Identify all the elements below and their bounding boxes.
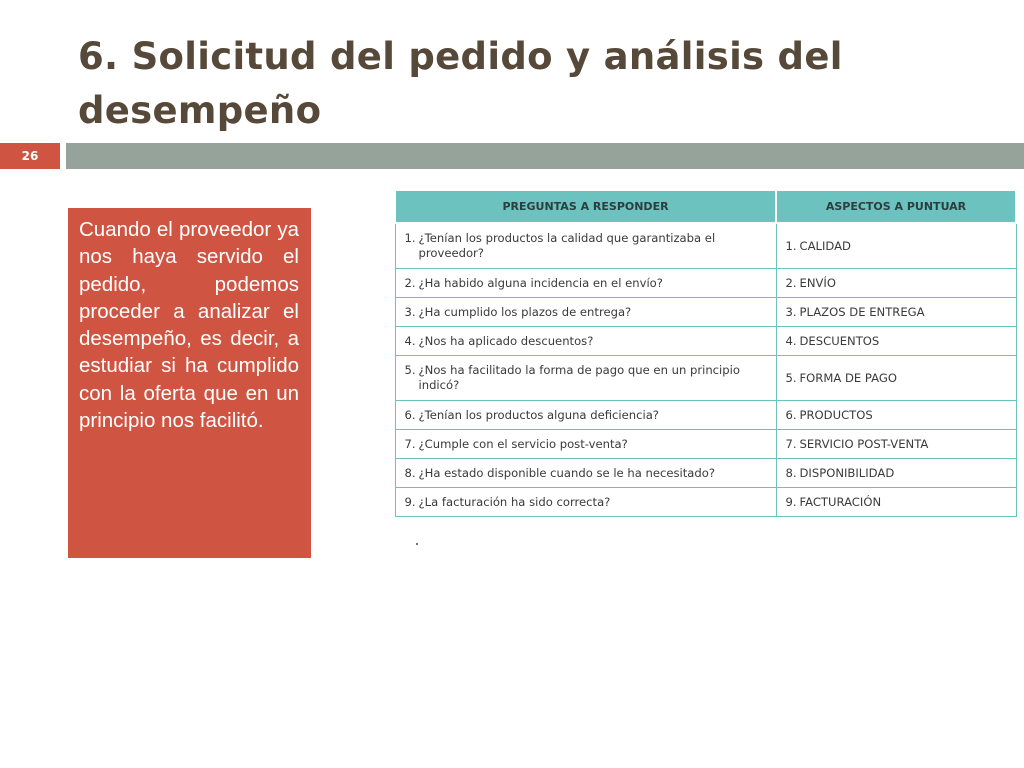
aspect-number: 2. xyxy=(785,275,797,290)
question-cell xyxy=(395,327,776,356)
question-cell xyxy=(395,269,776,298)
question-text: ¿Cumple con el servicio post-venta? xyxy=(418,436,628,451)
slide-title: 6. Solicitud del pedido y análisis del desempeño xyxy=(78,35,843,132)
question-cell xyxy=(395,488,776,517)
aspect-text: DESCUENTOS xyxy=(799,333,880,348)
aspect-text: ENVÍO xyxy=(799,275,836,290)
aspect-cell xyxy=(776,459,1016,488)
aspect-cell xyxy=(776,327,1016,356)
callout-text: Cuando el proveedor ya nos haya servido el pedido, podemos proceder a analizar el desempeño, es decir, a estudiar si ha cumplido con la oferta que en un principio nos facilitó. xyxy=(79,218,299,433)
aspect-text: DISPONIBILIDAD xyxy=(799,465,895,480)
callout-box xyxy=(68,208,311,558)
question-cell xyxy=(395,401,776,430)
aspect-number: 5. xyxy=(785,370,797,385)
question-text: ¿Tenían los productos alguna deficiencia? xyxy=(418,407,659,422)
aspect-number: 7. xyxy=(785,436,797,451)
question-number: 7. xyxy=(404,436,416,451)
table-row xyxy=(395,298,1016,327)
question-number: 4. xyxy=(404,333,416,348)
question-number: 5. xyxy=(404,363,416,377)
table-row xyxy=(395,223,1016,269)
aspect-text: PRODUCTOS xyxy=(799,407,873,422)
aspect-cell xyxy=(776,269,1016,298)
table-row xyxy=(395,430,1016,459)
aspect-cell xyxy=(776,223,1016,269)
aspect-cell xyxy=(776,356,1016,401)
question-text: ¿Nos ha aplicado descuentos? xyxy=(418,333,594,348)
table-row xyxy=(395,459,1016,488)
question-text: ¿Tenían los productos la calidad que garantizaba el proveedor? xyxy=(418,231,716,260)
table-row xyxy=(395,327,1016,356)
question-text: ¿La facturación ha sido correcta? xyxy=(418,494,611,509)
question-cell xyxy=(395,223,776,269)
aspect-cell xyxy=(776,298,1016,327)
table-row xyxy=(395,488,1016,517)
question-text: ¿Ha cumplido los plazos de entrega? xyxy=(418,304,632,319)
aspect-cell xyxy=(776,401,1016,430)
aspect-number: 6. xyxy=(785,407,797,422)
stray-dot xyxy=(416,543,418,545)
question-number: 1. xyxy=(404,231,416,245)
aspect-number: 4. xyxy=(785,333,797,348)
question-cell xyxy=(395,430,776,459)
aspect-number: 8. xyxy=(785,465,797,480)
header-aspects: ASPECTOS A PUNTUAR xyxy=(776,190,1016,223)
question-text: ¿Ha estado disponible cuando se le ha necesitado? xyxy=(418,465,716,480)
table-row xyxy=(395,356,1016,401)
aspect-text: FACTURACIÓN xyxy=(799,494,882,509)
table-row xyxy=(395,401,1016,430)
aspect-text: CALIDAD xyxy=(799,238,851,253)
aspect-text: FORMA DE PAGO xyxy=(799,370,897,385)
questions-table xyxy=(394,189,1017,517)
question-text: ¿Nos ha facilitado la forma de pago que en un principio indicó? xyxy=(418,363,740,392)
aspect-number: 3. xyxy=(785,304,797,319)
aspect-cell xyxy=(776,430,1016,459)
question-number: 9. xyxy=(404,494,416,509)
question-cell xyxy=(395,459,776,488)
question-number: 6. xyxy=(404,407,416,422)
aspect-number: 9. xyxy=(785,494,797,509)
question-number: 3. xyxy=(404,304,416,319)
page-number: 26 xyxy=(0,143,60,169)
table-row xyxy=(395,269,1016,298)
header-questions: PREGUNTAS A RESPONDER xyxy=(395,190,776,223)
table-header-row xyxy=(395,190,1016,223)
question-number: 2. xyxy=(404,275,416,290)
title-divider-bar xyxy=(66,143,1024,169)
question-cell xyxy=(395,356,776,401)
question-text: ¿Ha habido alguna incidencia en el envío? xyxy=(418,275,663,290)
aspect-text: SERVICIO POST-VENTA xyxy=(799,436,929,451)
aspect-text: PLAZOS DE ENTREGA xyxy=(799,304,925,319)
question-number: 8. xyxy=(404,465,416,480)
aspect-cell xyxy=(776,488,1016,517)
aspect-number: 1. xyxy=(785,238,797,253)
question-cell xyxy=(395,298,776,327)
